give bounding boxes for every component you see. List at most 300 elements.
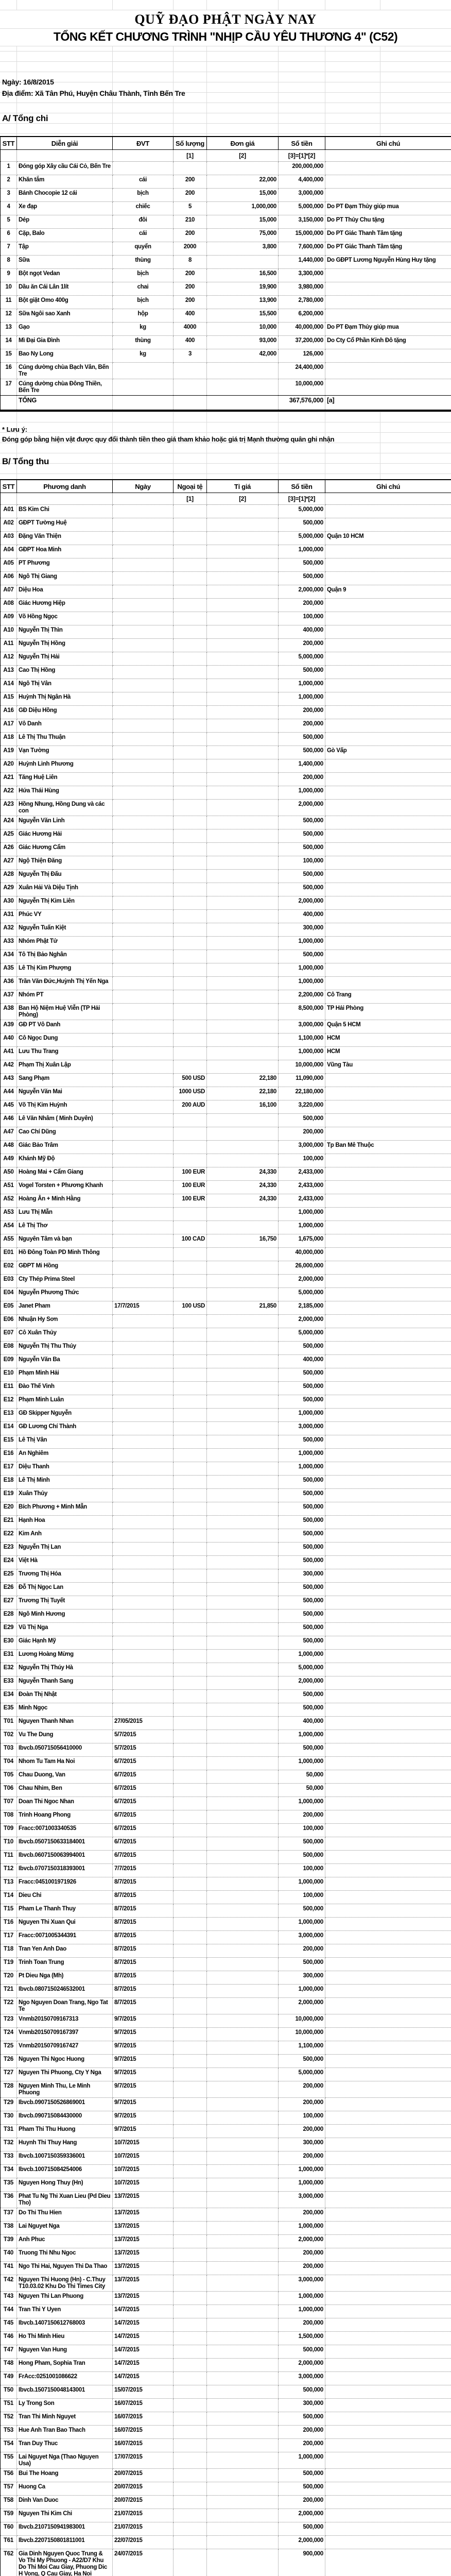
cell[interactable]: E14 — [1, 1422, 17, 1435]
cell[interactable] — [174, 2412, 207, 2426]
cell[interactable] — [174, 1489, 207, 1502]
cell[interactable]: 10,000,000 — [279, 2028, 325, 2041]
cell[interactable] — [174, 2125, 207, 2138]
cell[interactable]: GĐ Diệu Hồng — [17, 706, 113, 719]
cell[interactable]: bịch — [113, 296, 174, 309]
cell[interactable] — [325, 2275, 451, 2292]
cell[interactable]: 200 — [174, 229, 207, 242]
cell[interactable] — [113, 545, 174, 558]
cell[interactable] — [207, 2522, 279, 2536]
cell[interactable]: Phat Tu Ng Thi Xuan Lieu (Pd Dieu Tho) — [17, 2192, 113, 2208]
cell[interactable] — [174, 692, 207, 706]
cell[interactable]: 500,000 — [279, 1609, 325, 1623]
cell[interactable]: 200,000 — [279, 2262, 325, 2275]
cell[interactable]: E02 — [1, 1261, 17, 1275]
cell[interactable]: 24,330 — [207, 1194, 279, 1208]
cell[interactable] — [207, 2165, 279, 2178]
cell[interactable] — [207, 1864, 279, 1877]
cell[interactable]: 12 — [1, 309, 17, 323]
cell[interactable]: 3,000,000 — [279, 1422, 325, 1435]
cell[interactable] — [113, 1154, 174, 1167]
cell[interactable] — [113, 1181, 174, 1194]
cell[interactable]: 8 — [174, 256, 207, 269]
cell[interactable] — [325, 2359, 451, 2372]
cell[interactable]: 100,000 — [279, 1824, 325, 1837]
cell[interactable] — [325, 1074, 451, 1087]
cell[interactable]: 500,000 — [279, 1636, 325, 1650]
total-ref[interactable]: [a] — [325, 396, 451, 411]
cell[interactable] — [113, 1623, 174, 1636]
cell[interactable]: Xuân Hải Và Diệu Tịnh — [17, 883, 113, 896]
cell[interactable] — [325, 2318, 451, 2332]
cell[interactable]: T57 — [1, 2482, 17, 2496]
cell[interactable]: Do GĐPT Lương Nguyễn Hùng Huy tặng — [325, 256, 451, 269]
cell[interactable] — [325, 1609, 451, 1623]
cell[interactable]: Nhóm Phật Tử — [17, 937, 113, 950]
cell[interactable]: T54 — [1, 2439, 17, 2452]
cell[interactable]: 1,000,000 — [279, 1918, 325, 1931]
cell[interactable]: E27 — [1, 1596, 17, 1609]
cell[interactable] — [207, 1382, 279, 1395]
cell[interactable]: 300,000 — [279, 2138, 325, 2151]
cell[interactable] — [207, 652, 279, 666]
cell[interactable]: 300,000 — [279, 1569, 325, 1583]
cell[interactable] — [174, 585, 207, 599]
cell[interactable]: E20 — [1, 1502, 17, 1516]
total-label[interactable]: TỔNG — [17, 396, 113, 411]
cell[interactable] — [174, 2549, 207, 2576]
cell[interactable] — [325, 2496, 451, 2509]
cell[interactable]: T19 — [1, 1958, 17, 1971]
cell[interactable] — [113, 1261, 174, 1275]
cell[interactable] — [325, 1208, 451, 1221]
cell[interactable] — [113, 396, 174, 411]
cell[interactable] — [207, 1047, 279, 1060]
cell[interactable] — [207, 2292, 279, 2305]
cell[interactable]: 500,000 — [279, 883, 325, 896]
cell[interactable]: 500,000 — [279, 1556, 325, 1569]
cell[interactable]: 400,000 — [279, 910, 325, 923]
cell[interactable]: 1,000,000 — [279, 2178, 325, 2192]
cell[interactable] — [207, 1502, 279, 1516]
cell[interactable] — [174, 2439, 207, 2452]
cell[interactable] — [113, 599, 174, 612]
cell[interactable] — [113, 1315, 174, 1328]
cell[interactable]: 200,000 — [279, 1127, 325, 1141]
cell[interactable]: 500,000 — [279, 2055, 325, 2068]
cell[interactable]: Pt Dieu Nga (Mh) — [17, 1971, 113, 1985]
cell[interactable] — [325, 1958, 451, 1971]
cell[interactable]: 500,000 — [279, 733, 325, 746]
cell[interactable]: 13 — [1, 323, 17, 336]
cell[interactable]: GĐPT Hoa Minh — [17, 545, 113, 558]
cell[interactable] — [174, 1918, 207, 1931]
cell[interactable] — [325, 639, 451, 652]
cell[interactable]: 200,000 — [279, 2439, 325, 2452]
cell[interactable] — [325, 1194, 451, 1208]
cell[interactable]: 10,000,000 — [279, 379, 325, 396]
cell[interactable]: 2,000,000 — [279, 2235, 325, 2248]
cell[interactable]: 7 — [1, 242, 17, 256]
cell[interactable] — [325, 189, 451, 202]
cell[interactable]: Vnmb20150709167427 — [17, 2041, 113, 2055]
cell[interactable] — [207, 2248, 279, 2262]
cell[interactable]: 24,400,000 — [279, 363, 325, 379]
cell[interactable]: 500,000 — [279, 1435, 325, 1449]
cell[interactable] — [325, 2536, 451, 2549]
cell[interactable] — [113, 1275, 174, 1288]
cell[interactable] — [174, 666, 207, 679]
cell[interactable] — [207, 2469, 279, 2482]
cell[interactable]: T61 — [1, 2536, 17, 2549]
cell[interactable] — [325, 2549, 451, 2576]
cell[interactable] — [174, 2151, 207, 2165]
cell[interactable] — [174, 719, 207, 733]
cell[interactable]: Nguyễn Tuấn Kiệt — [17, 923, 113, 937]
cell[interactable]: T45 — [1, 2318, 17, 2332]
cell[interactable] — [174, 1784, 207, 1797]
cell[interactable]: Chau Duong, Van — [17, 1770, 113, 1784]
cell[interactable]: 6/7/2015 — [113, 1784, 174, 1797]
cell[interactable] — [325, 843, 451, 856]
cell[interactable]: T42 — [1, 2275, 17, 2292]
cell[interactable] — [207, 1208, 279, 1221]
cell[interactable]: 6/7/2015 — [113, 1851, 174, 1864]
cell[interactable]: 1,000,000 — [279, 2305, 325, 2318]
cell[interactable] — [207, 1261, 279, 1275]
cell[interactable]: 900,000 — [279, 2549, 325, 2576]
cell[interactable] — [174, 1797, 207, 1810]
cell[interactable] — [174, 518, 207, 532]
cell[interactable] — [113, 1543, 174, 1556]
cell[interactable]: Ngộ Thiện Đăng — [17, 856, 113, 870]
cell[interactable]: Nguyên Tâm và bạn — [17, 1234, 113, 1248]
cell[interactable] — [207, 1114, 279, 1127]
cell[interactable] — [174, 1824, 207, 1837]
cell[interactable]: 1,440,000 — [279, 256, 325, 269]
cell[interactable]: A21 — [1, 773, 17, 786]
cell[interactable] — [325, 1985, 451, 1998]
cell[interactable]: 500,000 — [279, 1489, 325, 1502]
cell[interactable]: T22 — [1, 1998, 17, 2014]
cell[interactable]: 6/7/2015 — [113, 1757, 174, 1770]
cell[interactable] — [325, 816, 451, 829]
cell[interactable] — [113, 1636, 174, 1650]
cell[interactable]: T28 — [1, 2081, 17, 2098]
cell[interactable] — [174, 162, 207, 175]
cell[interactable]: T34 — [1, 2165, 17, 2178]
cell[interactable]: Tran Thi Minh Nguyet — [17, 2412, 113, 2426]
cell[interactable]: 500,000 — [279, 1690, 325, 1703]
cell[interactable]: Hoàng Mai + Cẩm Giang — [17, 1167, 113, 1181]
cell[interactable]: Dinh Van Duoc — [17, 2496, 113, 2509]
cell[interactable]: Bui The Hoang — [17, 2469, 113, 2482]
cell[interactable] — [325, 1301, 451, 1315]
cell[interactable] — [325, 2426, 451, 2439]
cell[interactable] — [325, 773, 451, 786]
cell[interactable]: Ibvcb.0707150318393001 — [17, 1864, 113, 1877]
cell[interactable] — [325, 558, 451, 572]
cell[interactable]: 400,000 — [279, 1717, 325, 1730]
cell[interactable] — [325, 1543, 451, 1556]
cell[interactable]: 6/7/2015 — [113, 1824, 174, 1837]
cell[interactable]: Nguyễn Thị Thúy Hà — [17, 1663, 113, 1676]
cell[interactable] — [207, 1248, 279, 1261]
cell[interactable]: Nguyen Minh Thu, Le Minh Phuong — [17, 2081, 113, 2098]
cell[interactable] — [174, 2522, 207, 2536]
cell[interactable]: 100,000 — [279, 2111, 325, 2125]
cell[interactable] — [325, 518, 451, 532]
cell[interactable]: 200,000 — [279, 2248, 325, 2262]
cell[interactable] — [325, 2081, 451, 2098]
cell[interactable]: Minh Ngọc — [17, 1703, 113, 1717]
cell[interactable]: 1,000,000 — [279, 1730, 325, 1743]
cell[interactable]: 1,000,000 — [279, 1797, 325, 1810]
cell[interactable]: 200,000 — [279, 2208, 325, 2222]
cell[interactable]: 3,000,000 — [279, 2372, 325, 2385]
cell[interactable] — [113, 1127, 174, 1141]
cell[interactable] — [207, 1556, 279, 1569]
cell[interactable]: Sữa Ngôi sao Xanh — [17, 309, 113, 323]
cell[interactable]: A02 — [1, 518, 17, 532]
cell[interactable]: Hồ Đông Toàn PD Minh Thông — [17, 1248, 113, 1261]
cell[interactable] — [207, 1824, 279, 1837]
cell[interactable] — [325, 1944, 451, 1958]
cell[interactable] — [174, 977, 207, 990]
cell[interactable]: 8/7/2015 — [113, 1918, 174, 1931]
cell[interactable] — [174, 1516, 207, 1529]
cell[interactable] — [174, 1958, 207, 1971]
cell[interactable] — [207, 1596, 279, 1609]
cell[interactable] — [113, 910, 174, 923]
cell[interactable]: A16 — [1, 706, 17, 719]
cell[interactable] — [174, 558, 207, 572]
cell[interactable]: 1,000,000 — [279, 963, 325, 977]
cell[interactable]: 500,000 — [279, 1114, 325, 1127]
cell[interactable] — [207, 883, 279, 896]
cell[interactable]: 1,000,000 — [279, 1985, 325, 1998]
cell[interactable] — [174, 505, 207, 518]
cell[interactable]: A29 — [1, 883, 17, 896]
cell[interactable]: GĐ Skipper Nguyễn — [17, 1409, 113, 1422]
cell[interactable] — [325, 2055, 451, 2068]
cell[interactable]: 16,750 — [207, 1234, 279, 1248]
cell[interactable]: T03 — [1, 1743, 17, 1757]
cell[interactable] — [174, 1529, 207, 1543]
cell[interactable] — [207, 2014, 279, 2028]
cell[interactable] — [207, 733, 279, 746]
cell[interactable]: Truong Thi Nhu Ngoc — [17, 2248, 113, 2262]
cell[interactable]: 5,000,000 — [279, 2068, 325, 2081]
cell[interactable]: 3 — [174, 349, 207, 363]
cell[interactable]: Lai Nguyet Nga (Thao Nguyen Usa) — [17, 2452, 113, 2469]
cell[interactable]: T60 — [1, 2522, 17, 2536]
cell[interactable]: T04 — [1, 1757, 17, 1770]
cell[interactable] — [207, 585, 279, 599]
cell[interactable]: 22,180,000 — [279, 1087, 325, 1100]
cell[interactable]: T53 — [1, 2426, 17, 2439]
cell[interactable]: 200 AUD — [174, 1100, 207, 1114]
cell[interactable]: 10/7/2015 — [113, 2138, 174, 2151]
cell[interactable]: 13/7/2015 — [113, 2262, 174, 2275]
cell[interactable]: T55 — [1, 2452, 17, 2469]
cell[interactable] — [325, 2208, 451, 2222]
cell[interactable]: 5,000,000 — [279, 202, 325, 215]
cell[interactable] — [325, 2151, 451, 2165]
cell[interactable]: 200,000 — [279, 773, 325, 786]
cell[interactable]: A55 — [1, 1234, 17, 1248]
cell[interactable]: A04 — [1, 545, 17, 558]
cell[interactable] — [174, 937, 207, 950]
cell[interactable]: E33 — [1, 1676, 17, 1690]
cell[interactable] — [207, 1609, 279, 1623]
cell[interactable]: Phạm Thị Xuân Lập — [17, 1060, 113, 1074]
cell[interactable] — [174, 1261, 207, 1275]
cell[interactable] — [207, 532, 279, 545]
cell[interactable]: 8/7/2015 — [113, 1958, 174, 1971]
cell[interactable] — [174, 1717, 207, 1730]
cell[interactable] — [207, 1676, 279, 1690]
cell[interactable] — [113, 1596, 174, 1609]
cell[interactable] — [325, 1476, 451, 1489]
cell[interactable] — [325, 2372, 451, 2385]
cell[interactable] — [113, 1074, 174, 1087]
cell[interactable]: T30 — [1, 2111, 17, 2125]
cell[interactable] — [207, 2055, 279, 2068]
cell[interactable] — [325, 1650, 451, 1663]
cell[interactable] — [174, 1060, 207, 1074]
cell[interactable] — [207, 2412, 279, 2426]
cell[interactable]: 500,000 — [279, 572, 325, 585]
cell[interactable] — [207, 1797, 279, 1810]
cell[interactable]: 6/7/2015 — [113, 1770, 174, 1784]
cell[interactable]: 500,000 — [279, 2412, 325, 2426]
cell[interactable] — [174, 2248, 207, 2262]
cell[interactable] — [207, 256, 279, 269]
cell[interactable]: Ngo Nguyen Doan Trang, Ngo Tat Te — [17, 1998, 113, 2014]
cell[interactable]: 200,000 — [279, 639, 325, 652]
cell[interactable]: E17 — [1, 1462, 17, 1476]
cell[interactable]: 17 — [1, 379, 17, 396]
cell[interactable] — [113, 990, 174, 1004]
cell[interactable] — [174, 759, 207, 773]
cell[interactable]: Bánh Chocopie 12 cái — [17, 189, 113, 202]
cell[interactable]: 16/07/2015 — [113, 2439, 174, 2452]
cell[interactable]: T29 — [1, 2098, 17, 2111]
cell[interactable] — [113, 856, 174, 870]
cell[interactable]: 5/7/2015 — [113, 1730, 174, 1743]
cell[interactable]: Bột giặt Omo 400g — [17, 296, 113, 309]
cell[interactable]: Janet Pham — [17, 1301, 113, 1315]
cell[interactable]: T10 — [1, 1837, 17, 1851]
cell[interactable]: An Nghiêm — [17, 1449, 113, 1462]
cell[interactable]: Vạn Tường — [17, 746, 113, 759]
cell[interactable] — [174, 2536, 207, 2549]
cell[interactable]: 11,090,000 — [279, 1074, 325, 1087]
cell[interactable]: Do Cty Cổ Phần Kinh Đô tặng — [325, 336, 451, 349]
cell[interactable] — [113, 1435, 174, 1449]
cell[interactable] — [113, 1529, 174, 1543]
cell[interactable] — [325, 2292, 451, 2305]
cell[interactable]: 200,000 — [279, 1810, 325, 1824]
cell[interactable] — [174, 1944, 207, 1958]
cell[interactable]: Giác Hương Cẩm — [17, 843, 113, 856]
cell[interactable]: A01 — [1, 505, 17, 518]
cell[interactable]: 1,000,000 — [279, 1462, 325, 1476]
cell[interactable]: E34 — [1, 1690, 17, 1703]
cell[interactable]: bịch — [113, 189, 174, 202]
cell[interactable]: 9/7/2015 — [113, 2028, 174, 2041]
cell[interactable] — [325, 1489, 451, 1502]
cell[interactable] — [113, 1047, 174, 1060]
cell[interactable] — [174, 2359, 207, 2372]
cell[interactable]: 500,000 — [279, 950, 325, 963]
cell[interactable] — [207, 1275, 279, 1288]
cell[interactable]: GĐPT Mi Hồng — [17, 1261, 113, 1275]
cell[interactable]: 500,000 — [279, 1502, 325, 1516]
cell[interactable] — [174, 1114, 207, 1127]
cell[interactable] — [325, 2178, 451, 2192]
cell[interactable] — [174, 1248, 207, 1261]
cell[interactable] — [325, 679, 451, 692]
cell[interactable]: T51 — [1, 2399, 17, 2412]
cell[interactable] — [207, 1033, 279, 1047]
cell[interactable]: A27 — [1, 856, 17, 870]
cell[interactable]: Đào Thế Vinh — [17, 1382, 113, 1395]
cell[interactable]: T58 — [1, 2496, 17, 2509]
cell[interactable] — [174, 1047, 207, 1060]
cell[interactable] — [325, 1837, 451, 1851]
cell[interactable] — [113, 1449, 174, 1462]
cell[interactable]: 1,000,000 — [279, 2292, 325, 2305]
cell[interactable] — [113, 363, 174, 379]
cell[interactable]: 100 USD — [174, 1301, 207, 1315]
cell[interactable] — [113, 1676, 174, 1690]
cell[interactable]: 200,000 — [279, 2496, 325, 2509]
cell[interactable] — [174, 2138, 207, 2151]
cell[interactable] — [325, 1851, 451, 1864]
cell[interactable]: 500,000 — [279, 870, 325, 883]
cell[interactable] — [174, 532, 207, 545]
cell[interactable]: Giác Hương Hải — [17, 829, 113, 843]
cell[interactable] — [207, 2318, 279, 2332]
cell[interactable] — [113, 870, 174, 883]
cell[interactable]: 200,000 — [279, 2426, 325, 2439]
cell[interactable]: A52 — [1, 1194, 17, 1208]
cell[interactable] — [325, 829, 451, 843]
cell[interactable]: 3,000,000 — [279, 189, 325, 202]
cell[interactable] — [325, 1355, 451, 1368]
cell[interactable] — [207, 599, 279, 612]
cell[interactable]: thùng — [113, 336, 174, 349]
cell[interactable] — [113, 1502, 174, 1516]
cell[interactable]: 500,000 — [279, 1837, 325, 1851]
cell[interactable] — [1, 396, 17, 411]
cell[interactable] — [325, 652, 451, 666]
cell[interactable] — [207, 1409, 279, 1422]
cell[interactable] — [325, 1877, 451, 1891]
cell[interactable] — [207, 1060, 279, 1074]
cell[interactable]: 50,000 — [279, 1770, 325, 1784]
cell[interactable]: Ngo Thi Hai, Nguyen Thi Da Thao — [17, 2262, 113, 2275]
cell[interactable]: Đỗ Thị Ngọc Lan — [17, 1583, 113, 1596]
cell[interactable]: 15,000 — [207, 215, 279, 229]
cell[interactable]: 13,900 — [207, 296, 279, 309]
cell[interactable] — [113, 585, 174, 599]
cell[interactable] — [113, 950, 174, 963]
cell[interactable] — [113, 1087, 174, 1100]
cell[interactable] — [207, 2235, 279, 2248]
